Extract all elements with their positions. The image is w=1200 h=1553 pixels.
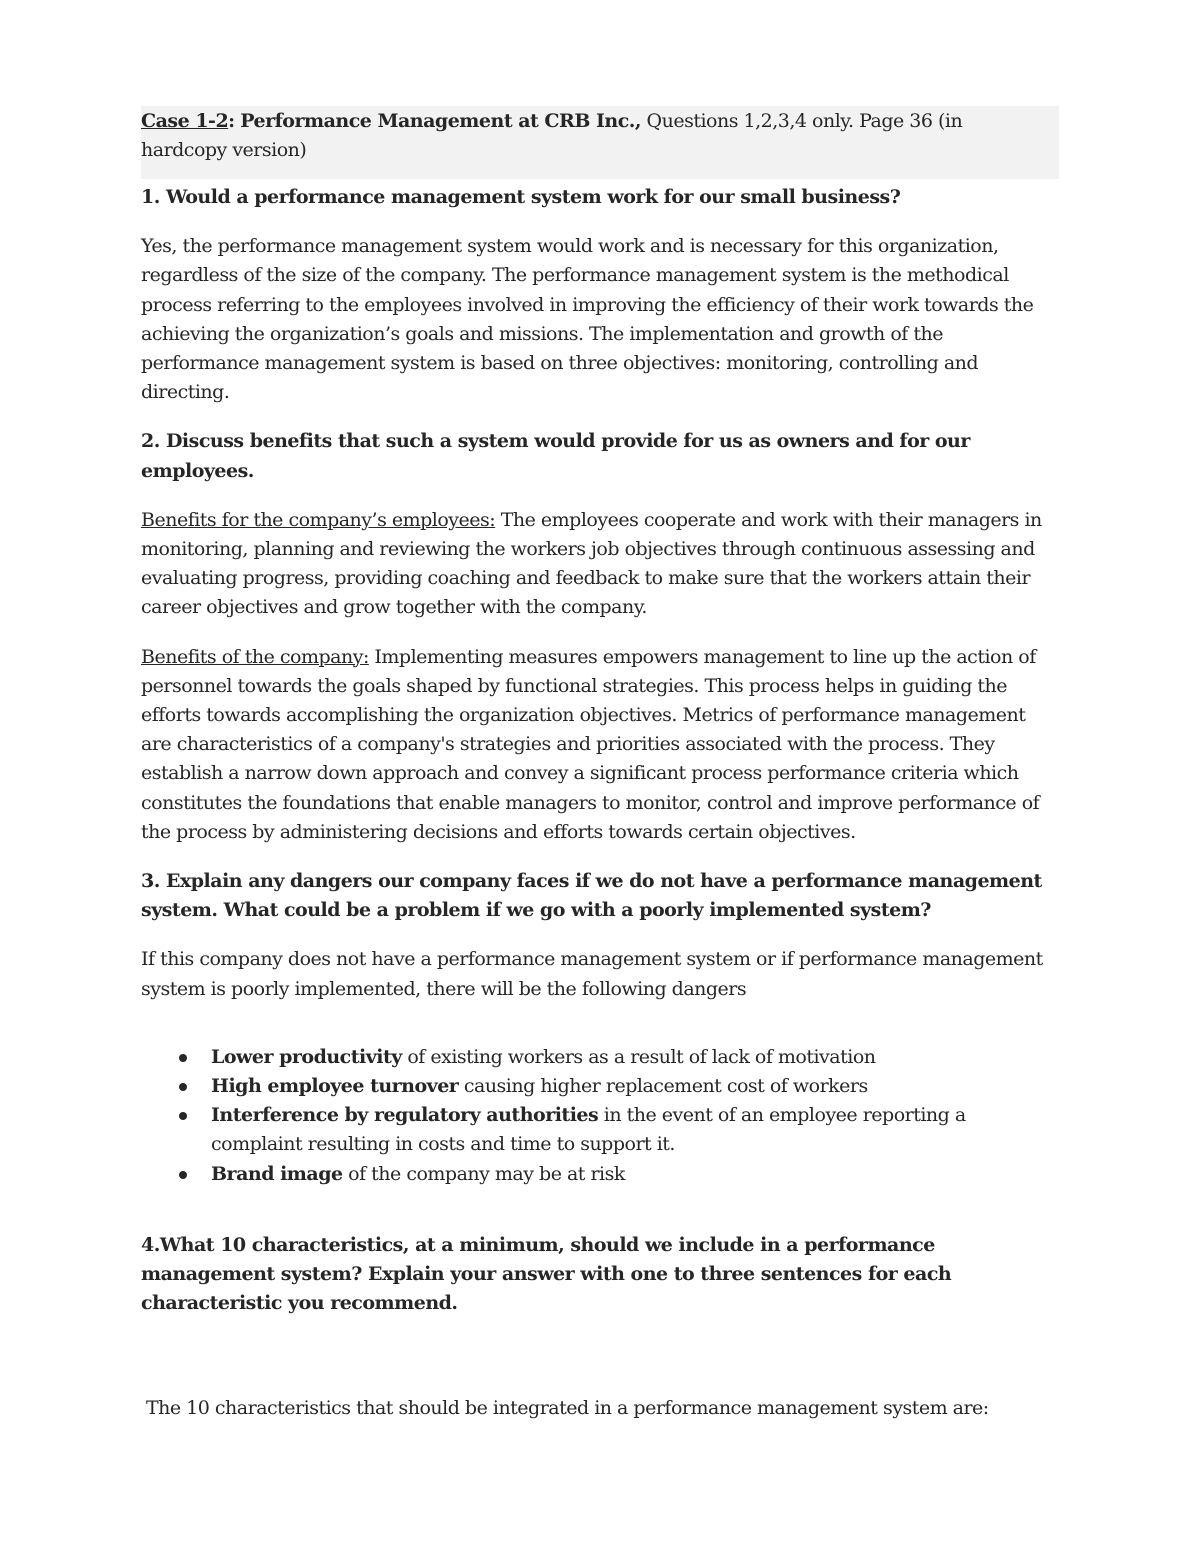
- case-title: Performance Management at CRB Inc.,: [240, 110, 641, 132]
- answer-1: Yes, the performance management system would work and is necessary for this organization, regardless of the size of the company. The performance management system is the methodical process referring to the employees involved in improving the efficiency of their work towards the achieving the organization’s goals and missions. The implementation and growth of the performance management system is based on three objectives: monitoring, controlling and directing.: [141, 235, 1034, 404]
- question-2: 2. Discuss benefits that such a system would provide for us as owners and for our employees.: [141, 430, 970, 482]
- bullet-icon: [179, 1054, 187, 1062]
- list-item: High employee turnover causing higher replacement cost of workers: [141, 1072, 1059, 1101]
- list-item: Lower productivity of existing workers as a result of lack of motivation: [141, 1043, 1059, 1072]
- employees-benefits-text: The employees cooperate and work with their managers in monitoring, planning and reviewing the workers job objectives through continuous assessing and evaluating progress, providing coaching and feedback to make sure that the workers attain their career objectives and grow together with the company.: [141, 508, 1042, 619]
- case-instructions-cont: hardcopy version): [141, 139, 307, 162]
- question-1: 1. Would a performance management system work for our small business?: [141, 186, 901, 208]
- case-instructions: Questions 1,2,3,4 only. Page 36 (in: [641, 110, 963, 132]
- question-3: 3. Explain any dangers our company faces if we do not have a performance management system. What could be a problem if we go with a poorly implemented system?: [141, 870, 1042, 922]
- answer-4-intro: The 10 characteristics that should be integrated in a performance management system are:: [146, 1396, 989, 1419]
- company-benefits-text: Implementing measures empowers management to line up the action of personnel towards the goals shaped by functional strategies. This process helps in guiding the efforts towards accomplishing the organization objectives. Metrics of performance management are characteristics of a company's strategies and priorities associated with the process. They establish a narrow down approach and convey a significant process performance criteria which constitutes the foundations that enable managers to monitor, control and improve performance of the process by administering decisions and efforts towards certain objectives.: [141, 645, 1040, 843]
- list-item: Brand image of the company may be at risk: [141, 1160, 1059, 1189]
- case-label: Case 1-2: [141, 110, 229, 132]
- dangers-list: [141, 1043, 1059, 1189]
- document-body: [141, 106, 1059, 1423]
- case-colon: :: [228, 110, 235, 132]
- bullet-icon: [179, 1112, 187, 1120]
- case-heading: [141, 106, 1059, 179]
- list-item: Interference by regulatory authorities in the event of an employee reporting a complaint resulting in costs and time to support it.: [141, 1101, 1059, 1159]
- bullet-icon: [179, 1171, 187, 1179]
- employees-benefits-label: Benefits for the company’s employees:: [141, 508, 496, 531]
- answer-2-company: [141, 643, 1059, 847]
- answer-3-intro: If this company does not have a performance management system or if performance management system is poorly implemented, there will be the following dangers: [141, 948, 1043, 1000]
- bullet-icon: [179, 1083, 187, 1091]
- company-benefits-label: Benefits of the company:: [141, 645, 369, 668]
- question-4: 4.What 10 characteristics, at a minimum, should we include in a performance management system? Explain your answer with one to three sentences for each characteristic you recommend.: [141, 1233, 952, 1315]
- answer-2-employees: [141, 506, 1059, 623]
